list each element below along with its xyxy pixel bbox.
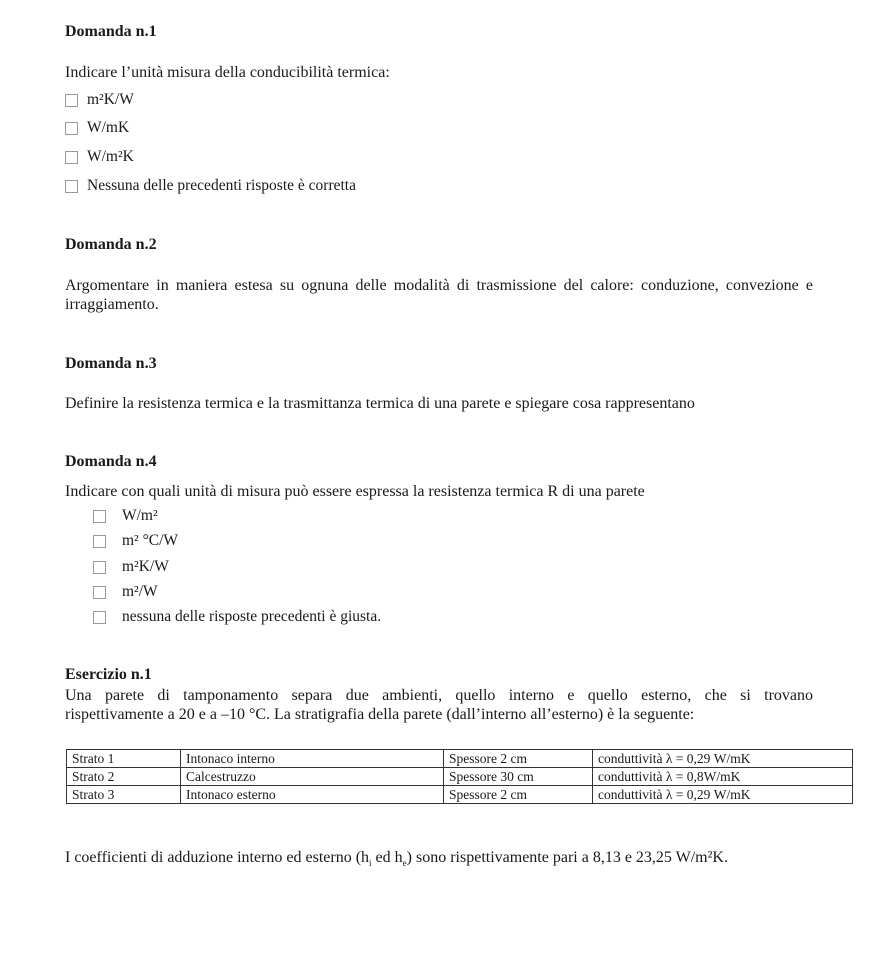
q4-option-3[interactable] [93, 558, 169, 576]
table-cell: conduttività λ = 0,29 W/mK [593, 786, 853, 804]
option-label: m²/W [122, 583, 158, 600]
ex1-text-line-1: Una parete di tamponamento separa due ambienti, quello interno e quello esterno, che si trovano [65, 687, 813, 704]
q1-title: Domanda n.1 [65, 23, 157, 40]
checkbox[interactable] [93, 611, 106, 624]
option-label: W/mK [87, 119, 130, 136]
q2-text [65, 276, 813, 314]
checkbox[interactable] [65, 122, 78, 135]
table-cell: Calcestruzzo [181, 768, 444, 786]
q4-option-1[interactable] [93, 507, 158, 525]
ex1-title: Esercizio n.1 [65, 666, 152, 683]
table-cell: Strato 1 [67, 750, 181, 768]
table-row [67, 750, 853, 768]
ex1-coefficients-text [65, 848, 728, 867]
q4-option-2[interactable] [93, 532, 178, 550]
table-cell: Strato 3 [67, 786, 181, 804]
table-cell: conduttività λ = 0,29 W/mK [593, 750, 853, 768]
option-label: nessuna delle risposte precedenti è giusta. [122, 608, 382, 625]
q1-option-2[interactable] [65, 119, 129, 137]
checkbox[interactable] [93, 561, 106, 574]
coeff-pre: I coefficienti di adduzione interno ed esterno (h [65, 849, 370, 866]
q3-title: Domanda n.3 [65, 355, 157, 372]
q3-text: Definire la resistenza termica e la trasmittanza termica di una parete e spiegare cosa rappresentano [65, 395, 695, 412]
q4-option-4[interactable] [93, 583, 158, 601]
table-cell: Spessore 2 cm [444, 786, 593, 804]
stratigraphy-table [66, 749, 853, 804]
ex1-text [65, 686, 813, 724]
table-row [67, 768, 853, 786]
table-cell: Spessore 2 cm [444, 750, 593, 768]
coeff-post: ) sono rispettivamente pari a 8,13 e 23,25 W/m²K. [406, 849, 728, 866]
checkbox[interactable] [93, 510, 106, 523]
q2-title: Domanda n.2 [65, 236, 157, 253]
option-label: W/m² [122, 507, 158, 524]
coeff-sub-e: e [402, 858, 407, 869]
table-cell: Spessore 30 cm [444, 768, 593, 786]
q2-text-line-2: irraggiamento. [65, 296, 159, 313]
checkbox[interactable] [93, 586, 106, 599]
q1-text: Indicare l’unità misura della conducibilità termica: [65, 64, 390, 81]
checkbox[interactable] [65, 151, 78, 164]
option-label: W/m²K [87, 148, 134, 165]
checkbox[interactable] [93, 535, 106, 548]
table-cell: Strato 2 [67, 768, 181, 786]
table-cell: Intonaco esterno [181, 786, 444, 804]
coeff-mid: ed h [371, 849, 403, 866]
table-row [67, 786, 853, 804]
option-label: m²K/W [87, 91, 134, 108]
option-label: m²K/W [122, 558, 169, 575]
checkbox[interactable] [65, 94, 78, 107]
checkbox[interactable] [65, 180, 78, 193]
table-cell: Intonaco interno [181, 750, 444, 768]
q1-option-3[interactable] [65, 148, 134, 166]
q1-option-1[interactable] [65, 91, 134, 109]
option-label: m² °C/W [122, 532, 179, 549]
q4-title: Domanda n.4 [65, 453, 157, 470]
table-cell: conduttività λ = 0,8W/mK [593, 768, 853, 786]
q2-text-line-1: Argomentare in maniera estesa su ognuna delle modalità di trasmissione del calore: conduzione, convezione e [65, 277, 813, 294]
ex1-text-line-2: rispettivamente a 20 e a –10 °C. La stratigrafia della parete (dall’interno all’esterno) è la seguente: [65, 706, 695, 723]
option-label: Nessuna delle precedenti risposte è corretta [87, 177, 356, 194]
q4-text: Indicare con quali unità di misura può essere espressa la resistenza termica R di una parete [65, 483, 645, 500]
coeff-sub-i: i [369, 858, 372, 869]
q4-option-5[interactable] [93, 608, 381, 626]
q1-option-4[interactable] [65, 177, 356, 195]
